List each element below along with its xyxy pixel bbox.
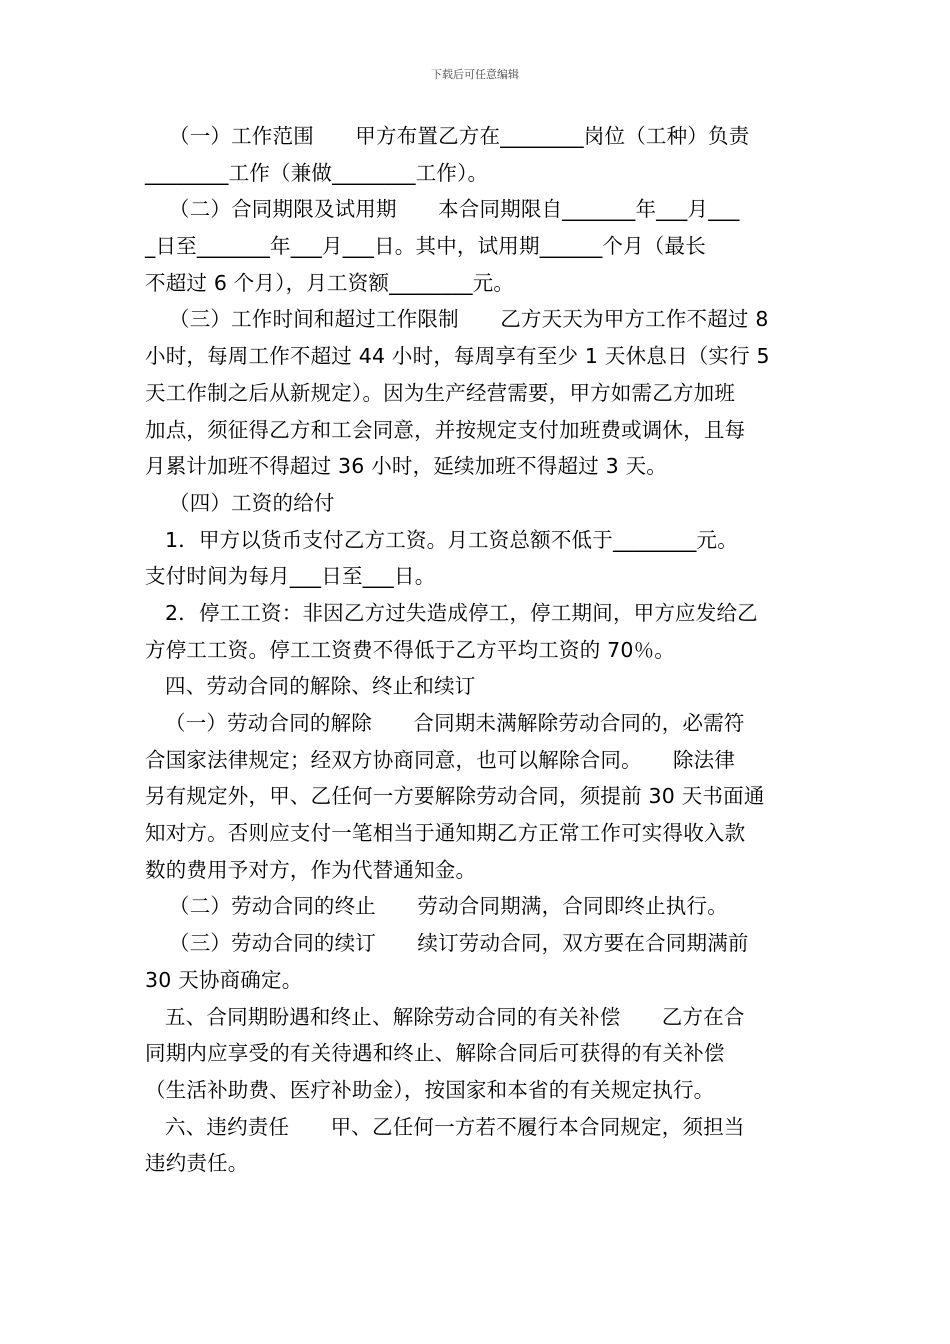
text-line: 小时，每周工作不超过 44 小时，每周享有至少 1 天休息日（实行 5	[145, 344, 770, 369]
text-line: ________工作（兼做________工作）。	[145, 160, 489, 185]
text-line: （一）劳动合同的解除 合同期未满解除劳动合同的，必需符	[165, 711, 745, 735]
document-body	[145, 118, 809, 1182]
text-line: （三）劳动合同的续订 续订劳动合同，双方要在合同期满前	[169, 931, 749, 956]
text-line: 四、劳动合同的解除、终止和续订	[165, 674, 476, 699]
text-line: _日至_______年___月___日。其中，试用期______个月（最长	[145, 234, 706, 259]
text-line: 合国家法律规定；经双方协商同意，也可以解除合同。 除法律	[145, 747, 736, 772]
text-line: 2．停工工资：非因乙方过失造成停工，停工期间，甲方应发给乙	[165, 600, 758, 625]
text-line: （二）合同期限及试用期 本合同期限自_______年___月___	[169, 197, 740, 222]
text-line: 30 天协商确定。	[145, 967, 303, 992]
text-line: （四）工资的给付	[169, 490, 335, 515]
text-line: （一）工作范围 甲方布置乙方在________岗位（工种）负责	[169, 124, 750, 148]
text-line: 方停工工资。停工工资费不得低于乙方平均工资的 70％。	[145, 637, 676, 662]
text-line: 月累计加班不得超过 36 小时，延续加班不得超过 3 天。	[145, 454, 667, 479]
text-line: 1．甲方以货币支付乙方工资。月工资总额不低于________元。	[165, 527, 738, 552]
header-note: 下载后可任意编辑	[431, 68, 519, 81]
text-line: 同期内应享受的有关待遇和终止、解除合同后可获得的有关补偿	[145, 1041, 725, 1066]
text-line: 加点，须征得乙方和工会同意，并按规定支付加班费或调休，且每	[145, 417, 746, 442]
text-line: 六、违约责任 甲、乙任何一方若不履行本合同规定，须担当	[165, 1114, 745, 1139]
text-line: （二）劳动合同的终止 劳动合同期满，合同即终止执行。	[169, 894, 728, 919]
text-line: （三）工作时间和超过工作限制 乙方天天为甲方工作不超过 8	[169, 307, 769, 332]
text-line: 支付时间为每月___日至___日。	[145, 564, 436, 589]
text-line: 数的费用予对方，作为代替通知金。	[145, 857, 477, 882]
text-line: 天工作制之后从新规定）。因为生产经营需要，甲方如需乙方加班	[145, 380, 736, 405]
text-line: 五、合同期盼遇和终止、解除劳动合同的有关补偿 乙方在合	[165, 1004, 745, 1029]
text-line: 另有规定外，甲、乙任何一方要解除劳动合同，须提前 30 天书面通	[145, 784, 765, 809]
text-line: 违约责任。	[145, 1151, 249, 1176]
text-line: 知对方。否则应支付一笔相当于通知期乙方正常工作可实得收入款	[145, 821, 746, 846]
text-line: （生活补助费、医疗补助金），按国家和本省的有关规定执行。	[145, 1077, 715, 1102]
text-line: 不超过 6 个月），月工资额________元。	[145, 270, 515, 295]
